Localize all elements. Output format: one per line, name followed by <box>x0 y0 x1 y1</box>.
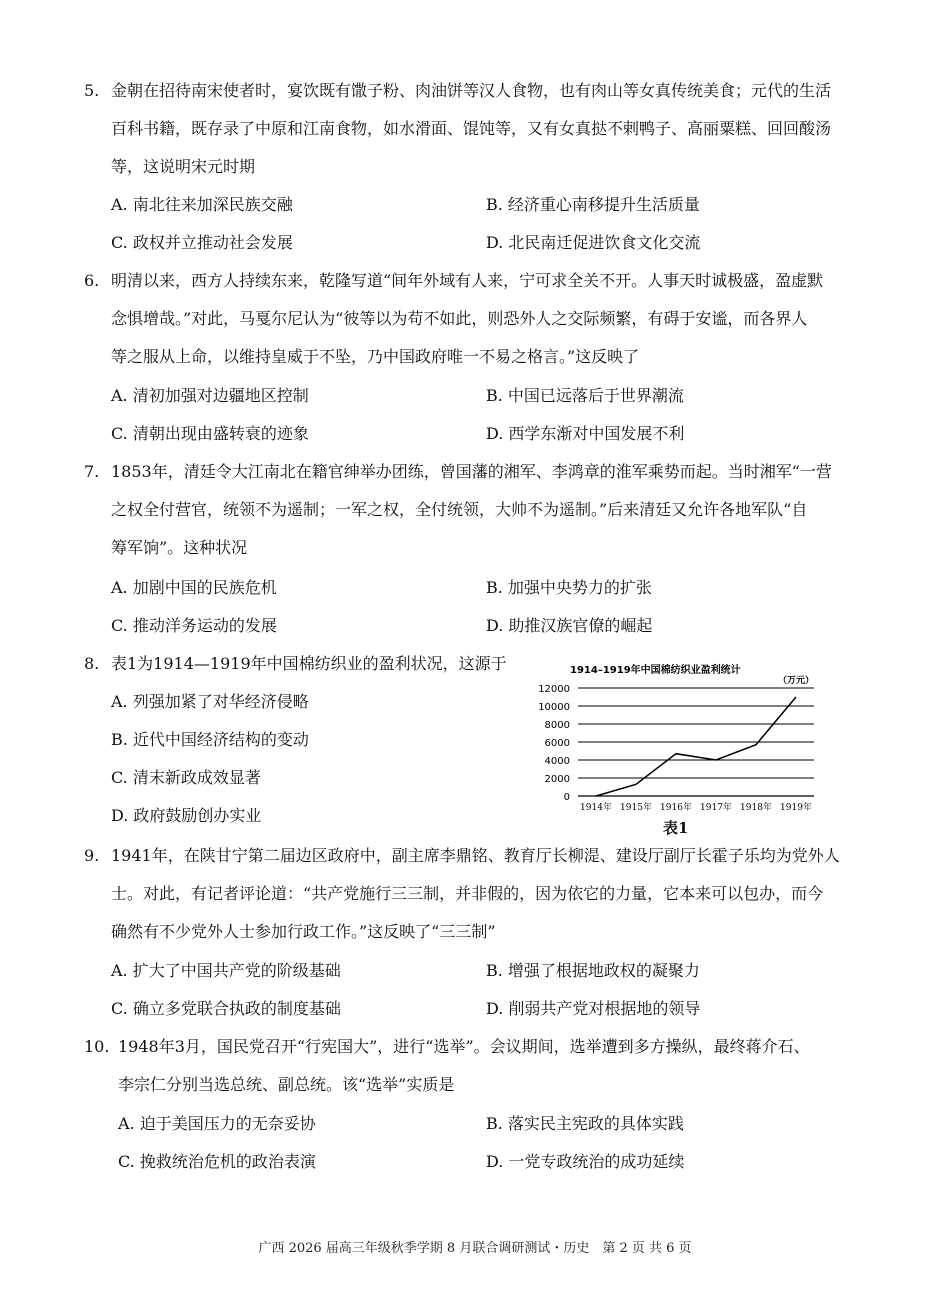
question-text-line: 之权全付营官，统领不为遥制；一军之权，全付统领，大帅不为遥制。”后来清廷又允许各地军队“自 <box>111 500 808 519</box>
option-b[interactable]: B. 近代中国经济结构的变动 <box>111 730 309 749</box>
y-tick-label: 0 <box>563 792 570 803</box>
x-tick-label: 1915年 <box>620 803 652 813</box>
x-tick-label: 1918年 <box>740 803 772 813</box>
question-text-line: 念惧增哉。”对此，马戛尔尼认为“彼等以为苟不如此，则恐外人之交际频繁，有碍于安谧，而各界人 <box>111 309 808 328</box>
question-text-line: 表1为1914—1919年中国棉纺织业的盈利状况，这源于 <box>111 654 507 673</box>
option-d[interactable]: D. 一党专政统治的成功延续 <box>486 1152 685 1171</box>
profit-line-chart <box>520 655 830 835</box>
option-d[interactable]: D. 西学东渐对中国发展不利 <box>486 424 685 443</box>
option-c[interactable]: C. 清末新政成效显著 <box>111 768 261 787</box>
option-d[interactable]: D. 北民南迁促进饮食文化交流 <box>486 233 701 252</box>
option-a[interactable]: A. 迫于美国压力的无奈妥协 <box>118 1114 316 1133</box>
question-text-line: 1948年3月，国民党召开“行宪国大”，进行“选举”。会议期间，选举遭到多方操纵，最终蒋介石、 <box>118 1037 810 1056</box>
y-tick-label: 10000 <box>538 702 570 713</box>
option-a[interactable]: A. 扩大了中国共产党的阶级基础 <box>111 961 341 980</box>
y-tick-label: 6000 <box>544 738 570 749</box>
question-number: 10. <box>84 1037 110 1056</box>
x-tick-label: 1916年 <box>660 803 692 813</box>
option-b[interactable]: B. 落实民主宪政的具体实践 <box>486 1114 684 1133</box>
page-footer: 广西 2026 届高三年级秋季学期 8 月联合调研测试・历史 第 2 页 共 6 页 <box>258 1241 692 1256</box>
x-tick-label: 1917年 <box>700 803 732 813</box>
question-number: 5. <box>84 81 100 100</box>
option-a[interactable]: A. 列强加紧了对华经济侵略 <box>111 692 309 711</box>
option-c[interactable]: C. 推动洋务运动的发展 <box>111 616 277 635</box>
option-c[interactable]: C. 挽救统治危机的政治表演 <box>118 1152 316 1171</box>
question-number: 9. <box>84 846 100 865</box>
series-line <box>596 697 796 796</box>
question-text-line: 明清以来，西方人持续东来，乾隆写道“间年外域有人来，宁可求全关不开。人事天时诚极盛，盈虚默 <box>111 271 824 290</box>
question-text-line: 李宗仁分别当选总统、副总统。该“选举”实质是 <box>118 1075 455 1094</box>
question-text-line: 等之服从上命，以维持皇威于不坠，乃中国政府唯一不易之格言。”这反映了 <box>111 347 640 366</box>
question-text-line: 百科书籍，既存录了中原和江南食物，如水滑面、馄饨等，又有女真挞不剌鸭子、高丽粟糕、回回酸汤 <box>111 119 832 138</box>
chart-title: 1914–1919年中国棉纺织业盈利统计 <box>570 665 741 676</box>
y-tick-label: 8000 <box>544 720 570 731</box>
question-number: 7. <box>84 462 100 481</box>
y-tick-label: 2000 <box>544 774 570 785</box>
option-c[interactable]: C. 政权并立推动社会发展 <box>111 233 293 252</box>
option-b[interactable]: B. 加强中央势力的扩张 <box>486 578 652 597</box>
question-text-line: 确然有不少党外人士参加行政工作。”这反映了“三三制” <box>111 922 496 941</box>
x-tick-label: 1914年 <box>580 803 612 813</box>
option-b[interactable]: B. 增强了根据地政权的凝聚力 <box>486 961 700 980</box>
question-number: 6. <box>84 271 100 290</box>
chart-caption: 表1 <box>663 819 689 837</box>
chart-unit: （万元） <box>778 676 815 686</box>
question-text-line: 士。对此，有记者评论道：“共产党施行三三制，并非假的，因为依它的力量，它本来可以包办，而今 <box>111 884 824 903</box>
option-c[interactable]: C. 清朝出现由盛转衰的迹象 <box>111 424 309 443</box>
question-text-line: 筹军饷”。这种状况 <box>111 538 248 557</box>
question-text-line: 1853年，清廷令大江南北在籍官绅举办团练，曾国藩的湘军、李鸿章的淮军乘势而起。当时湘军“一营 <box>111 462 832 481</box>
question-text-line: 等，这说明宋元时期 <box>111 157 256 176</box>
y-tick-label: 4000 <box>544 756 570 767</box>
option-a[interactable]: A. 南北往来加深民族交融 <box>111 195 293 214</box>
option-d[interactable]: D. 助推汉族官僚的崛起 <box>486 616 653 635</box>
option-b[interactable]: B. 中国已远落后于世界潮流 <box>486 386 684 405</box>
option-b[interactable]: B. 经济重心南移提升生活质量 <box>486 195 700 214</box>
option-a[interactable]: A. 清初加强对边疆地区控制 <box>111 386 309 405</box>
x-tick-label: 1919年 <box>780 803 812 813</box>
question-number: 8. <box>84 654 100 673</box>
question-text-line: 金朝在招待南宋使者时，宴饮既有馓子粉、肉油饼等汉人食物，也有肉山等女真传统美食；元代的生活 <box>111 81 832 100</box>
option-d[interactable]: D. 政府鼓励创办实业 <box>111 806 262 825</box>
option-d[interactable]: D. 削弱共产党对根据地的领导 <box>486 999 701 1018</box>
question-text-line: 1941年，在陕甘宁第二届边区政府中，副主席李鼎铭、教育厅长柳湜、建设厅副厅长霍子乐均为党外人 <box>111 846 840 865</box>
option-a[interactable]: A. 加剧中国的民族危机 <box>111 578 277 597</box>
option-c[interactable]: C. 确立多党联合执政的制度基础 <box>111 999 341 1018</box>
y-tick-label: 12000 <box>538 684 570 695</box>
